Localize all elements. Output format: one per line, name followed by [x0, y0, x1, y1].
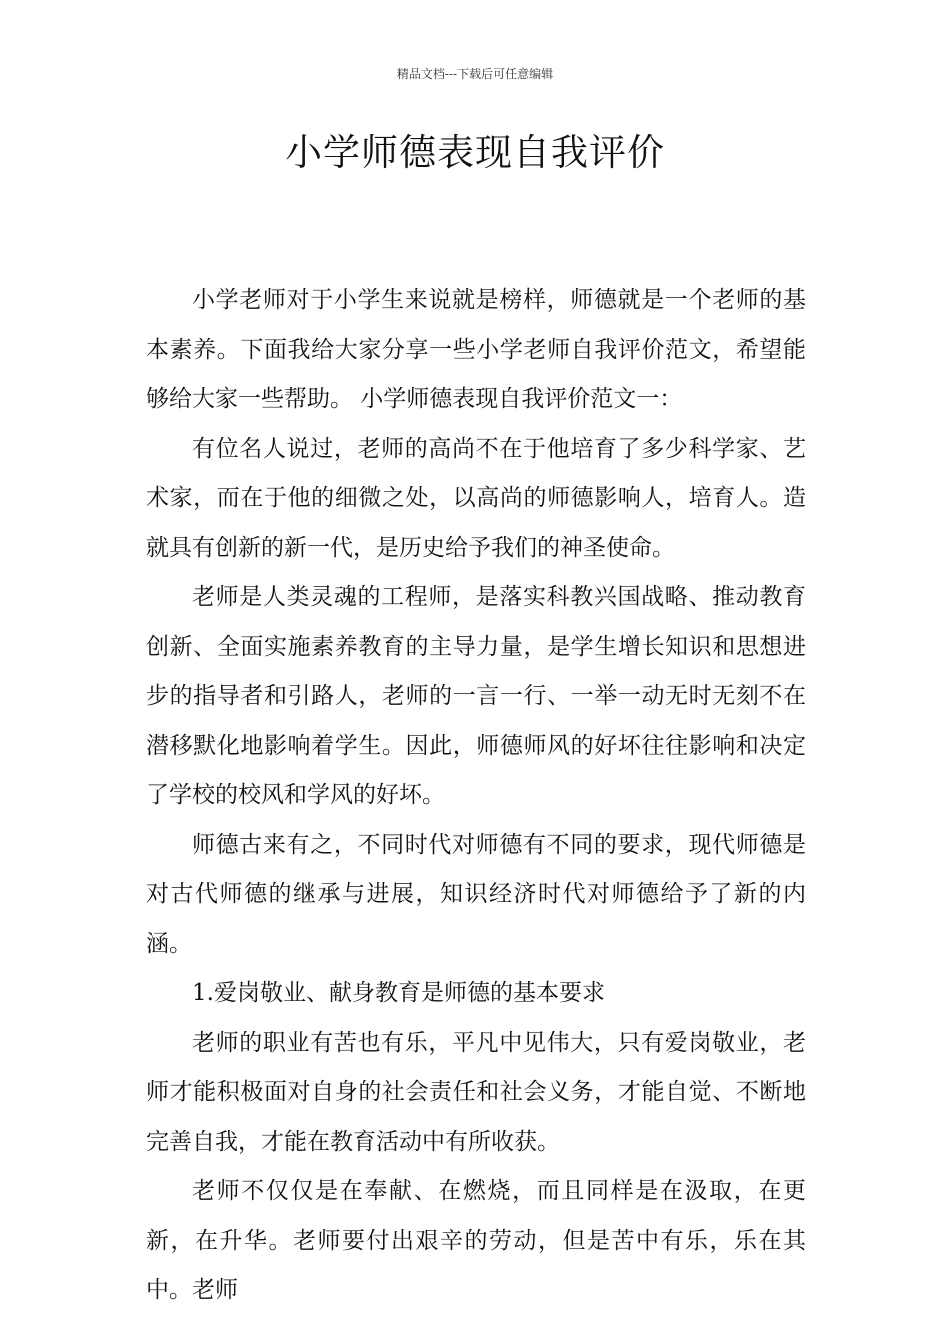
- section-heading-1: 1.爱岗敬业、献身教育是师德的基本要求: [192, 980, 605, 1006]
- paragraph-intro: 小学老师对于小学生来说就是榜样，师德就是一个老师的基本素养。下面我给大家分享一些小学老师自我评价范文，希望能够给大家一些帮助。 小学师德表现自我评价范文一：: [146, 287, 806, 412]
- paragraph-ethics-history: 师德古来有之，不同时代对师德有不同的要求，现代师德是对古代师德的继承与进展，知识经济时代对师德给予了新的内涵。: [146, 831, 806, 957]
- paragraph-teacher-role: 老师是人类灵魂的工程师，是落实科教兴国战略、推动教育创新、全面实施素养教育的主导力量，是学生增长知识和思想进步的指导者和引路人，老师的一言一行、一举一动无时无刻不在潜移默化地影响着学生。因此，师德师风的好坏往往影响和决定了学校的校风和学风的好坏。: [146, 584, 806, 808]
- document-body: [146, 276, 806, 1316]
- paragraph-contribution: 老师不仅仅是在奉献、在燃烧，而且同样是在汲取，在更新，在升华。老师要付出艰辛的劳动，但是苦中有乐，乐在其中。老师: [146, 1178, 806, 1303]
- paragraph-dedication: 老师的职业有苦也有乐，平凡中见伟大，只有爱岗敬业，老师才能积极面对自身的社会责任和社会义务，才能自觉、不断地完善自我，才能在教育活动中有所收获。: [146, 1029, 806, 1155]
- paragraph-famous-saying: 有位名人说过，老师的高尚不在于他培育了多少科学家、艺术家，而在于他的细微之处，以高尚的师德影响人，培育人。造就具有创新的新一代，是历史给予我们的神圣使命。: [146, 435, 806, 561]
- header-note: 精品文档---下载后可任意编辑: [396, 67, 554, 81]
- document-title: 小学师德表现自我评价: [285, 131, 665, 174]
